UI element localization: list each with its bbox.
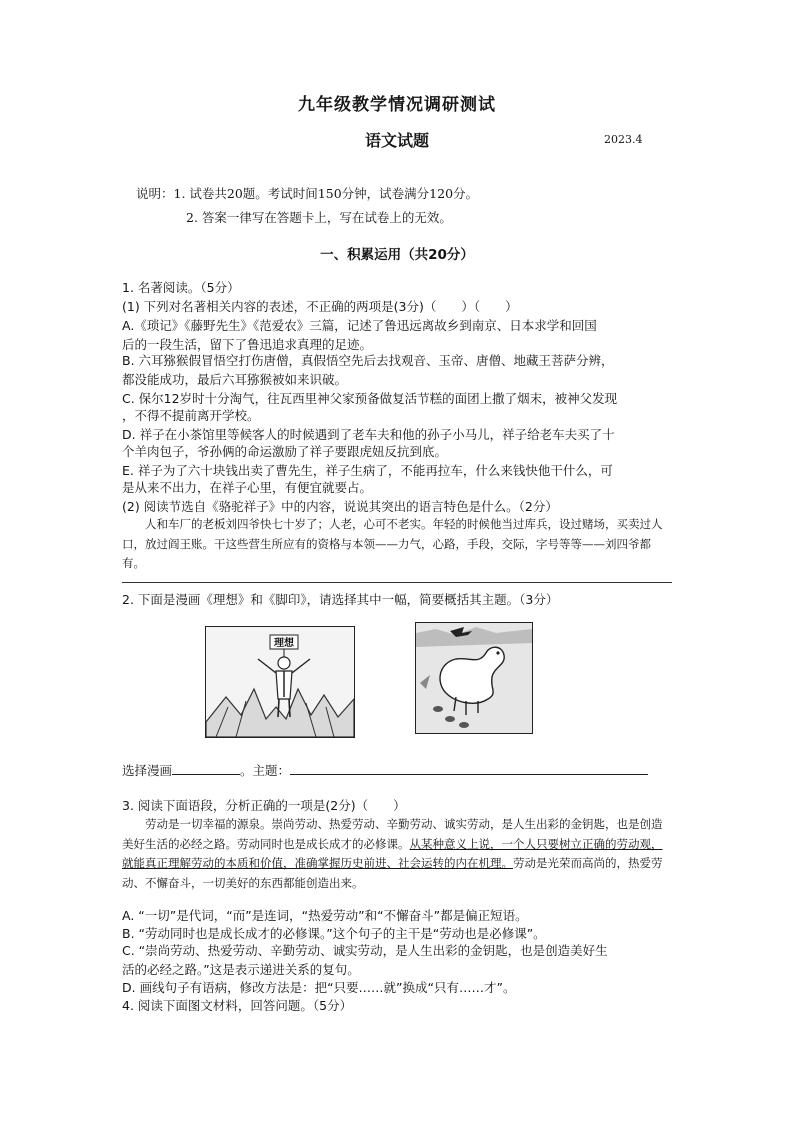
q3-passage — [122, 815, 670, 893]
theme-label: 。主题： — [240, 763, 291, 778]
q3-stem: 3. 阅读下面语段，分析正确的一项是(2分)（ ） — [122, 798, 406, 813]
q3-option-line: C. “崇尚劳动、热爱劳动、辛勤劳动、诚实劳动，是人生出彩的金钥匙，也是创造美好生 — [122, 943, 608, 958]
q4-stem: 4. 阅读下面图文材料，回答问题。（5分） — [122, 998, 353, 1013]
comic-ideal-sign: 理想 — [274, 638, 294, 649]
q1-option-line: ，不得不提前离开学校。 — [122, 408, 260, 423]
q3-option-line: D. 画线句子有语病，修改方法是：把“只要……就”换成“只有……才”。 — [122, 980, 516, 995]
q1-option-line: E. 祥子为了六十块钱出卖了曹先生，祥子生病了，不能再拉车，什么来钱快他干什么，可 — [122, 463, 613, 478]
exam-date: 2023.4 — [604, 133, 643, 146]
comic-footprints-drawing — [416, 623, 532, 733]
q3-option-line: A. “一切”是代词，“而”是连词，“热爱劳动”和“不懈奋斗”都是偏正短语。 — [122, 908, 528, 923]
comic-ideal-image — [205, 626, 355, 738]
q3-option-line: 活的必经之路。”这是表示递进关系的复句。 — [122, 962, 360, 977]
note-line-2: 2. 答案一律写在答题卡上，写在试卷上的无效。 — [186, 210, 452, 225]
q3-underlined-sentence: 从某种意义上说，一个人只要树立正确的劳动观，就能真正理解劳动的本质和价值，准确掌握历史前进、社会运转的内在机理。 — [122, 836, 663, 870]
q1-option-line: 都没能成功，最后六耳猕猴被如来识破。 — [122, 372, 348, 387]
q1-option-line: D. 祥子在小茶馆里等候客人的时候遇到了老车夫和他的孙子小马儿，祥子给老车夫买了十 — [122, 427, 615, 442]
divider-line — [122, 582, 672, 583]
theme-answer-blank[interactable] — [290, 762, 648, 775]
q2-answer-line — [122, 761, 648, 779]
q1-excerpt: 人和车厂的老板刘四爷快七十岁了；人老，心可不老实。年轻的时候他当过库兵，设过赌场，买卖过人口，放过阎王账。干这些营生所应有的资格与本领——力气，心路，手段，交际，字号等等——刘四爷都有。 — [122, 517, 663, 570]
q1-part2: (2) 阅读节选自《骆驼祥子》中的内容，说说其突出的语言特色是什么。（2分） — [122, 499, 558, 514]
comic-choice-blank[interactable] — [172, 762, 240, 775]
note-line-1: 说明：1. 试卷共20题。考试时间150分钟，试卷满分120分。 — [136, 186, 479, 201]
q1-option-line: 后的一段生活，留下了鲁迅追求真理的足迹。 — [122, 337, 373, 352]
q2-stem: 2. 下面是漫画《理想》和《脚印》，请选择其中一幅，简要概括其主题。（3分） — [122, 592, 559, 607]
q1-option-line: A.《琐记》《藤野先生》《范爱农》三篇，记述了鲁迅远离故乡到南京、日本求学和回国 — [122, 318, 597, 333]
q1-option-line: B. 六耳猕猴假冒悟空打伤唐僧，真假悟空先后去找观音、玉帝、唐僧、地藏王菩萨分辨， — [122, 353, 614, 368]
section-heading: 一、积累运用（共20分） — [320, 247, 474, 263]
q3-passage-start: 劳动是一切幸福的源泉。崇尚劳动、热爱劳动、辛勤劳动、诚实劳动，是人生出彩的金钥匙，也是创造美好生活的必经之路。劳动同时也是成长成才的必修课。 — [122, 817, 663, 851]
comic-ideal-drawing — [206, 627, 354, 737]
q3-passage-end: 劳动是光荣而高尚的，热爱劳动、不懈奋斗，一切美好的东西都能创造出来。 — [122, 856, 663, 890]
q1-option-line: 个羊肉包子，爷孙俩的命运激励了祥子要跟虎妞反抗到底。 — [122, 444, 448, 459]
exam-title: 九年级教学情况调研测试 — [298, 95, 496, 115]
q1-option-line: 是从来不出力，在祥子心里，有便宜就要占。 — [122, 480, 373, 495]
q1-option-line: C. 保尔12岁时十分淘气，往瓦西里神父家预备做复活节糕的面团上撒了烟末，被神父发现 — [122, 391, 618, 406]
choose-comic-label: 选择漫画 — [122, 763, 173, 778]
q3-option-line: B. “劳动同时也是成长成才的必修课。”这个句子的主干是“劳动也是必修课”。 — [122, 926, 546, 941]
q1-part1: (1) 下列对名著相关内容的表述，不正确的两项是(3分)（ ）（ ） — [122, 299, 518, 314]
comic-footprints-image — [415, 622, 533, 734]
q1-stem: 1. 名著阅读。（5分） — [122, 280, 240, 295]
exam-subtitle: 语文试题 — [364, 131, 429, 150]
